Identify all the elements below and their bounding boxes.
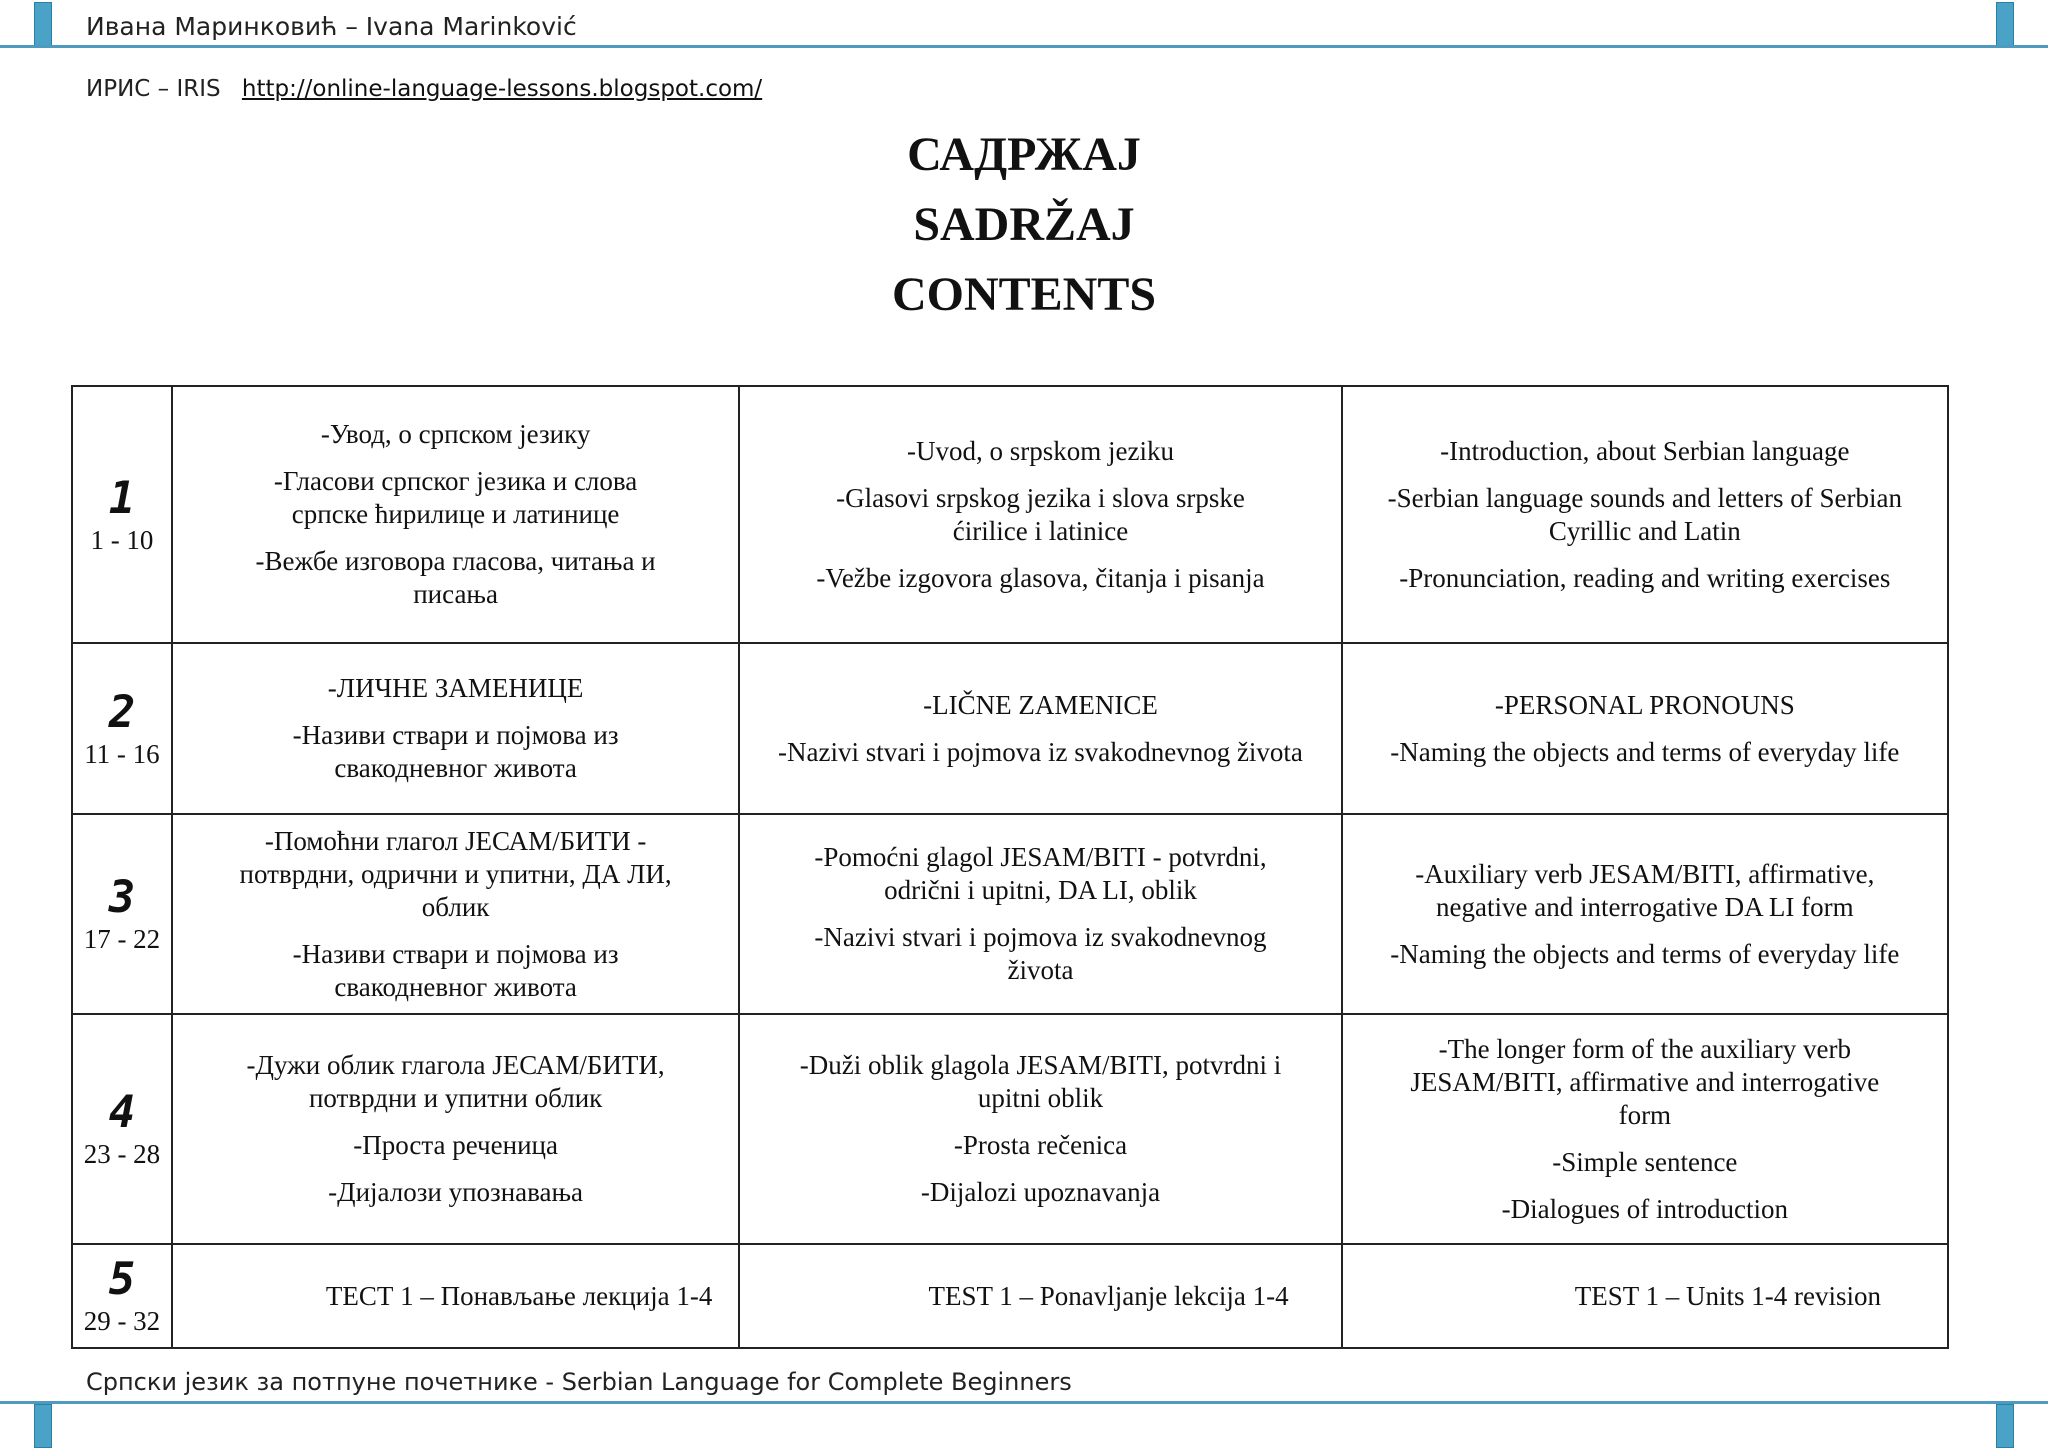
list-item: -Simple sentence (1552, 1146, 1738, 1177)
list-item: -Nazivi stvari i pojmova iz svakodnevnog života (814, 922, 1267, 985)
table-row (72, 1244, 1948, 1348)
unit-number-cell (72, 1014, 172, 1244)
english-cell (1342, 643, 1948, 814)
list-item: -Glasovi srpskog jezika i slova srpske ćirilice i latinice (836, 482, 1245, 546)
list-item: -ЛИЧНЕ ЗАМЕНИЦЕ (327, 673, 584, 703)
cyrillic-cell (172, 1014, 739, 1244)
unit-number: 1 (108, 472, 136, 524)
table-row (72, 386, 1948, 643)
cyrillic-cell (172, 1244, 739, 1348)
list-item: -Naming the objects and terms of everyday life (1390, 736, 1900, 767)
list-item: -Називи ствари и појмова из свакодневног живота (292, 720, 619, 783)
unit-number-cell (72, 814, 172, 1014)
unit-pages: 23 - 28 (83, 1139, 161, 1169)
list-item: -Uvod, o srpskom jeziku (907, 435, 1174, 466)
list-item: -Nazivi stvari i pojmova iz svakodnevnog života (778, 736, 1303, 767)
list-item: -Serbian language sounds and letters of Serbian Cyrillic and Latin (1387, 482, 1902, 546)
unit-pages: 1 - 10 (90, 524, 154, 555)
list-item: -Dijalozi upoznavanja (920, 1177, 1161, 1207)
unit-number-cell (72, 643, 172, 814)
list-item: -Називи ствари и појмова из свакодневног живота (292, 938, 619, 1002)
footer-left-tab (34, 1404, 52, 1448)
list-item: -Вежбе изговора гласова, читања и писања (255, 546, 656, 609)
english-cell (1342, 814, 1948, 1014)
title-cyrillic: САДРЖАЈ (907, 128, 1141, 181)
latin-cell (739, 814, 1341, 1014)
title-latin: SADRŽAJ (913, 198, 1135, 251)
header-org-line (86, 76, 762, 102)
header-author: Ивана Маринковић – Ivana Marinković (86, 12, 577, 41)
blog-link[interactable]: http://online-language-lessons.blogspot.com/ (241, 76, 763, 102)
latin-cell (739, 1014, 1341, 1244)
list-item: -Vežbe izgovora glasova, čitanja i pisanja (816, 562, 1265, 593)
list-item: -Pronunciation, reading and writing exercises (1399, 562, 1891, 593)
unit-number: 5 (108, 1254, 136, 1305)
list-item: -Prosta rečenica (953, 1130, 1128, 1160)
unit-number-cell (72, 386, 172, 643)
list-item: -Проста реченица (353, 1130, 558, 1160)
org-name: ИРИС – IRIS (86, 76, 221, 102)
latin-cell (739, 1244, 1341, 1348)
cyrillic-cell (172, 814, 739, 1014)
footer-rule (0, 1401, 2048, 1404)
list-item: -Увод, о српском језику (320, 419, 591, 449)
list-item: TEST 1 – Units 1-4 revision (1574, 1280, 1881, 1311)
latin-cell (739, 386, 1341, 643)
header-rule (0, 45, 2048, 48)
footer-text: Српски језик за потпуне почетнике - Serbian Language for Complete Beginners (86, 1368, 1072, 1396)
list-item: -Дужи облик глагола ЈЕСАМ/БИТИ, потврдни и упитни облик (246, 1050, 665, 1113)
unit-number: 2 (108, 686, 136, 738)
list-item: -Introduction, about Serbian language (1440, 435, 1850, 466)
unit-pages: 29 - 32 (83, 1306, 161, 1336)
unit-number-cell (72, 1244, 172, 1348)
english-cell (1342, 386, 1948, 643)
cyrillic-cell (172, 386, 739, 643)
table-row (72, 643, 1948, 814)
table-row (72, 1014, 1948, 1244)
header-right-tab (1996, 2, 2014, 48)
title-english: CONTENTS (891, 268, 1157, 321)
list-item: -PERSONAL PRONOUNS (1494, 689, 1795, 720)
list-item: -The longer form of the auxiliary verb JESAM/BITI, affirmative and interrogative form (1410, 1033, 1880, 1130)
list-item: -Помоћни глагол ЈЕСАМ/БИТИ - потврдни, одрични и упитни, ДА ЛИ, облик (239, 825, 672, 922)
unit-pages: 11 - 16 (84, 738, 160, 769)
list-item: ТЕСТ 1 – Понављање лекција 1-4 (325, 1280, 713, 1311)
table-row (72, 814, 1948, 1014)
cyrillic-cell (172, 643, 739, 814)
unit-number: 4 (108, 1087, 136, 1138)
list-item: -Duži oblik glagola JESAM/BITI, potvrdni i upitni oblik (799, 1050, 1282, 1113)
list-item: -Naming the objects and terms of everyday life (1390, 938, 1900, 969)
list-item: -Pomoćni glagol JESAM/BITI - potvrdni, odrični i upitni, DA LI, oblik (814, 842, 1267, 905)
list-item: -Гласови српског језика и слова српске ћирилице и латинице (273, 466, 638, 529)
english-cell (1342, 1014, 1948, 1244)
english-cell (1342, 1244, 1948, 1348)
latin-cell (739, 643, 1341, 814)
list-item: -Dialogues of introduction (1501, 1193, 1789, 1224)
list-item: -Дијалози упознавања (328, 1177, 584, 1207)
footer-right-tab (1996, 1404, 2014, 1448)
list-item: TEST 1 – Ponavljanje lekcija 1-4 (928, 1280, 1289, 1311)
list-item: -Auxiliary verb JESAM/BITI, affirmative, negative and interrogative DA LI form (1415, 858, 1875, 922)
list-item: -LIČNE ZAMENICE (923, 689, 1158, 720)
header-left-tab (34, 2, 52, 48)
unit-pages: 17 - 22 (83, 924, 161, 954)
page-title (0, 120, 2048, 330)
unit-number: 3 (108, 872, 136, 923)
contents-table (71, 385, 1949, 1349)
